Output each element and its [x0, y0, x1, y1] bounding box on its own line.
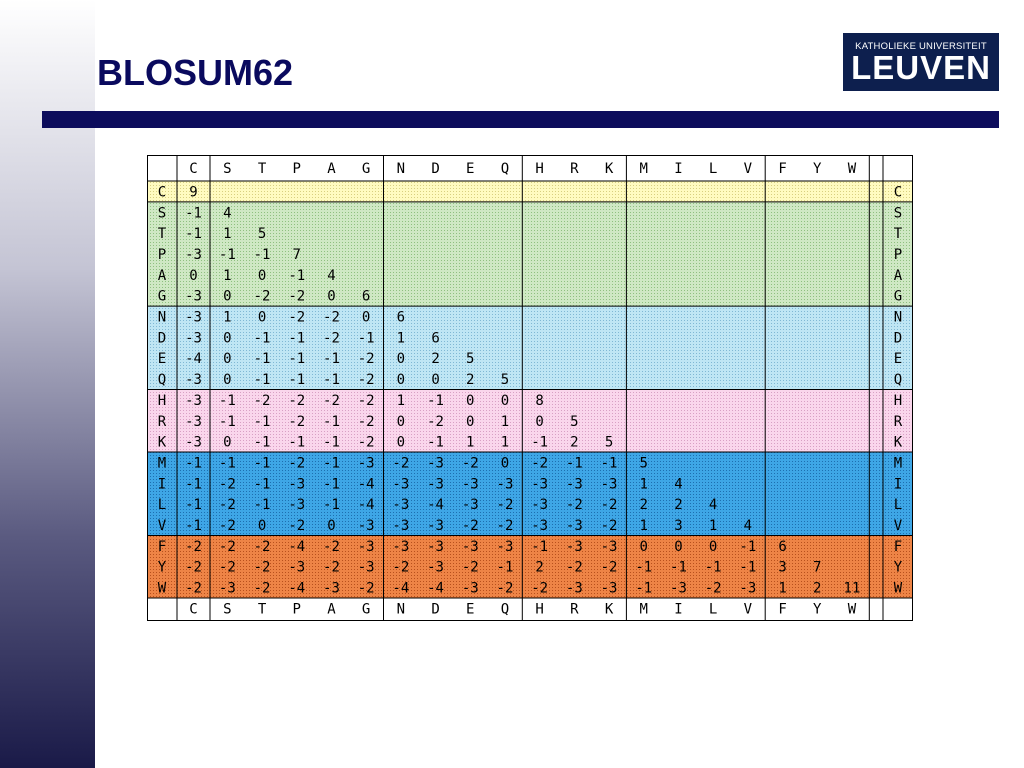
- column-header: L: [708, 161, 718, 177]
- matrix-cell: -1: [600, 455, 618, 472]
- matrix-cell: -3: [185, 288, 202, 305]
- matrix-cell: 6: [396, 309, 406, 326]
- column-header: A: [327, 161, 336, 177]
- column-footer: L: [708, 601, 718, 618]
- row-label-right: K: [893, 434, 903, 451]
- row-label-left: G: [157, 288, 167, 305]
- matrix-cell: -1: [253, 497, 271, 514]
- row-label-left: I: [157, 476, 167, 493]
- matrix-cell: 6: [361, 288, 371, 305]
- column-footer: F: [778, 601, 787, 618]
- matrix-cell: -1: [253, 330, 271, 347]
- matrix-cell: -2: [218, 559, 236, 576]
- matrix-cell: -1: [739, 538, 757, 555]
- row-label-left: E: [157, 351, 167, 368]
- matrix-cell: -3: [218, 580, 236, 597]
- column-footer: S: [223, 601, 232, 618]
- row-label-left: H: [157, 392, 167, 409]
- column-footer: W: [847, 601, 857, 618]
- row-label-left: Q: [157, 372, 167, 389]
- row-label-right: I: [893, 476, 903, 493]
- matrix-cell: -2: [218, 538, 236, 555]
- matrix-cell: 9: [189, 184, 198, 201]
- matrix-cell: 0: [257, 309, 267, 326]
- column-header: V: [743, 161, 753, 177]
- matrix-cell: 0: [500, 455, 510, 472]
- matrix-cell: 0: [396, 434, 406, 451]
- matrix-cell: -3: [323, 580, 340, 597]
- matrix-cell: 1: [223, 309, 232, 326]
- matrix-cell: -3: [288, 559, 306, 576]
- matrix-cell: 5: [466, 351, 475, 368]
- matrix-cell: 0: [500, 392, 510, 409]
- matrix-cell: -2: [218, 497, 236, 514]
- matrix-cell: 11: [843, 580, 861, 597]
- row-label-right: M: [893, 455, 903, 472]
- matrix-cell: 3: [778, 559, 787, 576]
- blosum62-matrix: [147, 155, 913, 621]
- row-label-right: E: [893, 351, 903, 368]
- matrix-cell: -3: [600, 476, 618, 493]
- column-header: K: [604, 161, 614, 177]
- matrix-cell: -4: [392, 580, 410, 597]
- column-footer: K: [604, 601, 614, 618]
- matrix-cell: 0: [674, 538, 683, 555]
- column-footer: P: [292, 601, 301, 618]
- matrix-cell: 1: [778, 580, 787, 597]
- matrix-cell: -3: [496, 476, 514, 493]
- university-logo: [843, 33, 999, 91]
- matrix-cell: -2: [531, 455, 549, 472]
- matrix-cell: 5: [500, 372, 510, 389]
- matrix-cell: 4: [327, 267, 336, 284]
- matrix-cell: -2: [185, 580, 202, 597]
- matrix-cell: -3: [427, 476, 444, 493]
- matrix-cell: 1: [223, 226, 232, 243]
- column-footer: D: [431, 601, 440, 618]
- row-label-left: F: [157, 538, 167, 555]
- column-header: H: [535, 161, 544, 177]
- matrix-cell: 5: [639, 455, 648, 472]
- matrix-cell: -2: [253, 392, 271, 409]
- title-divider-bar: [42, 111, 999, 128]
- matrix-cell: -2: [392, 559, 410, 576]
- row-label-right: S: [893, 205, 903, 222]
- matrix-cell: -2: [600, 559, 618, 576]
- row-label-left: K: [157, 434, 167, 451]
- row-label-left: W: [157, 580, 167, 597]
- row-label-right: L: [893, 497, 903, 514]
- matrix-cell: -2: [427, 413, 444, 430]
- matrix-svg: [147, 155, 913, 621]
- matrix-cell: -1: [531, 434, 549, 451]
- column-header: F: [778, 161, 787, 177]
- column-footer: N: [396, 601, 406, 618]
- column-footer: V: [743, 601, 753, 618]
- row-label-right: G: [893, 288, 903, 305]
- matrix-cell: 8: [535, 392, 544, 409]
- matrix-cell: -2: [323, 330, 340, 347]
- matrix-cell: -1: [218, 392, 236, 409]
- matrix-cell: -1: [288, 434, 306, 451]
- matrix-cell: 3: [674, 518, 683, 535]
- row-label-right: F: [893, 538, 903, 555]
- matrix-cell: -1: [323, 497, 340, 514]
- column-footer: C: [189, 601, 198, 618]
- matrix-cell: -4: [427, 497, 444, 514]
- column-header: P: [292, 161, 301, 177]
- matrix-cell: 0: [223, 330, 232, 347]
- matrix-cell: 0: [396, 351, 406, 368]
- matrix-cell: -1: [635, 559, 653, 576]
- matrix-cell: 5: [570, 413, 579, 430]
- matrix-cell: -2: [461, 518, 479, 535]
- matrix-cell: -3: [392, 538, 410, 555]
- matrix-cell: -3: [531, 518, 549, 535]
- matrix-cell: -2: [357, 372, 375, 389]
- row-label-left: V: [157, 518, 167, 535]
- matrix-cell: -1: [185, 518, 202, 535]
- row-label-right: A: [893, 267, 903, 284]
- matrix-cell: 4: [708, 497, 718, 514]
- matrix-cell: 1: [500, 434, 510, 451]
- matrix-cell: 1: [223, 267, 232, 284]
- matrix-cell: 2: [639, 497, 648, 514]
- matrix-cell: -3: [670, 580, 687, 597]
- matrix-cell: -2: [323, 392, 340, 409]
- matrix-cell: -3: [357, 518, 375, 535]
- matrix-cell: -3: [496, 538, 514, 555]
- matrix-cell: -1: [218, 246, 236, 263]
- matrix-cell: -1: [427, 434, 444, 451]
- matrix-cell: -3: [427, 559, 444, 576]
- column-header: T: [257, 161, 267, 177]
- matrix-cell: 0: [466, 392, 475, 409]
- column-footer: I: [674, 601, 683, 618]
- column-footer: M: [639, 601, 648, 618]
- matrix-cell: 1: [396, 330, 406, 347]
- matrix-cell: 2: [813, 580, 822, 597]
- matrix-cell: -4: [357, 497, 375, 514]
- row-label-right: P: [893, 246, 903, 263]
- matrix-cell: 0: [535, 413, 544, 430]
- column-header: G: [361, 161, 371, 177]
- matrix-cell: 0: [327, 518, 336, 535]
- row-label-right: V: [893, 518, 903, 535]
- row-group-band: [147, 181, 913, 202]
- logo-top-line: KATHOLIEKE UNIVERSITEIT: [855, 41, 987, 52]
- matrix-cell: -3: [185, 372, 202, 389]
- matrix-cell: -3: [531, 497, 549, 514]
- column-footer: H: [535, 601, 544, 618]
- matrix-cell: -1: [218, 413, 236, 430]
- matrix-cell: -1: [288, 267, 306, 284]
- matrix-cell: -3: [461, 538, 479, 555]
- row-label-left: D: [157, 330, 167, 347]
- matrix-cell: -3: [565, 580, 583, 597]
- matrix-cell: -2: [218, 476, 236, 493]
- matrix-cell: -3: [185, 434, 202, 451]
- matrix-cell: -1: [185, 226, 202, 243]
- column-header: D: [431, 161, 440, 177]
- matrix-cell: -1: [253, 455, 271, 472]
- matrix-cell: -3: [288, 497, 306, 514]
- matrix-cell: -1: [253, 351, 271, 368]
- matrix-cell: -2: [357, 413, 375, 430]
- matrix-cell: 4: [743, 518, 753, 535]
- matrix-cell: -3: [357, 455, 375, 472]
- matrix-cell: 1: [396, 392, 406, 409]
- matrix-cell: -1: [323, 372, 340, 389]
- matrix-cell: -2: [600, 518, 618, 535]
- matrix-cell: 6: [431, 330, 440, 347]
- matrix-cell: 2: [570, 434, 579, 451]
- matrix-cell: 1: [500, 413, 510, 430]
- matrix-cell: 4: [223, 205, 232, 222]
- matrix-cell: 2: [674, 497, 683, 514]
- matrix-cell: -2: [496, 580, 514, 597]
- matrix-cell: -2: [253, 580, 271, 597]
- row-label-right: N: [893, 309, 903, 326]
- column-header: Q: [500, 161, 510, 177]
- column-header: M: [639, 161, 648, 177]
- matrix-cell: -2: [323, 559, 340, 576]
- matrix-cell: -2: [357, 351, 375, 368]
- matrix-cell: 0: [257, 267, 267, 284]
- matrix-cell: -2: [357, 392, 375, 409]
- matrix-cell: -2: [565, 497, 583, 514]
- matrix-cell: 0: [431, 372, 440, 389]
- matrix-cell: -3: [427, 455, 444, 472]
- matrix-cell: -2: [496, 518, 514, 535]
- matrix-cell: 0: [396, 372, 406, 389]
- matrix-cell: -1: [323, 434, 340, 451]
- column-footer: Q: [500, 601, 510, 618]
- matrix-cell: -1: [357, 330, 375, 347]
- matrix-cell: 7: [813, 559, 822, 576]
- matrix-cell: 0: [223, 372, 232, 389]
- matrix-cell: -1: [253, 434, 271, 451]
- column-footer: R: [570, 601, 579, 618]
- row-label-left: L: [157, 497, 167, 514]
- matrix-cell: -1: [323, 351, 340, 368]
- matrix-cell: -2: [185, 559, 202, 576]
- matrix-cell: -1: [218, 455, 236, 472]
- matrix-cell: -2: [288, 392, 306, 409]
- row-label-left: A: [157, 267, 167, 284]
- row-label-left: T: [157, 226, 167, 243]
- matrix-cell: -2: [253, 288, 271, 305]
- matrix-cell: -1: [185, 476, 202, 493]
- matrix-cell: -2: [357, 434, 375, 451]
- matrix-cell: -1: [185, 205, 202, 222]
- matrix-cell: -1: [704, 559, 722, 576]
- matrix-cell: 0: [257, 518, 267, 535]
- matrix-cell: -3: [565, 476, 583, 493]
- matrix-cell: -3: [357, 559, 375, 576]
- matrix-cell: -2: [288, 413, 306, 430]
- matrix-cell: -1: [185, 497, 202, 514]
- matrix-cell: -3: [600, 538, 618, 555]
- matrix-cell: 5: [604, 434, 614, 451]
- row-label-right: D: [893, 330, 903, 347]
- column-footer: E: [466, 601, 475, 618]
- matrix-cell: 0: [708, 538, 718, 555]
- matrix-cell: -1: [565, 455, 583, 472]
- matrix-cell: -1: [253, 246, 271, 263]
- matrix-cell: -4: [357, 476, 375, 493]
- matrix-cell: -2: [392, 455, 410, 472]
- matrix-cell: -2: [288, 288, 306, 305]
- column-header: I: [674, 161, 683, 177]
- matrix-cell: -1: [288, 351, 306, 368]
- matrix-cell: 0: [396, 413, 406, 430]
- matrix-cell: -3: [739, 580, 757, 597]
- matrix-cell: -2: [565, 559, 583, 576]
- column-footer: T: [257, 601, 267, 618]
- matrix-cell: -3: [565, 538, 583, 555]
- matrix-cell: -1: [323, 413, 340, 430]
- row-label-left: C: [157, 184, 167, 201]
- matrix-cell: -2: [323, 309, 340, 326]
- row-label-left: R: [157, 413, 167, 430]
- matrix-cell: 0: [223, 351, 232, 368]
- matrix-cell: -1: [635, 580, 653, 597]
- row-label-right: Q: [893, 372, 903, 389]
- matrix-cell: 1: [639, 518, 648, 535]
- slide-title: BLOSUM62: [97, 52, 294, 93]
- matrix-cell: 7: [292, 246, 301, 263]
- row-label-right: T: [893, 226, 903, 243]
- matrix-cell: -1: [253, 476, 271, 493]
- matrix-cell: 1: [639, 476, 648, 493]
- matrix-cell: -2: [253, 538, 271, 555]
- row-label-right: C: [893, 184, 903, 201]
- matrix-cell: -4: [288, 538, 306, 555]
- matrix-cell: -3: [461, 497, 479, 514]
- column-header: R: [570, 161, 579, 177]
- matrix-cell: -2: [461, 455, 479, 472]
- matrix-cell: -3: [392, 497, 410, 514]
- matrix-cell: -2: [704, 580, 722, 597]
- matrix-cell: -1: [253, 372, 271, 389]
- row-label-right: R: [893, 413, 903, 430]
- matrix-cell: -1: [185, 455, 202, 472]
- column-header: S: [223, 161, 232, 177]
- matrix-cell: -3: [531, 476, 549, 493]
- matrix-cell: -2: [288, 455, 306, 472]
- matrix-cell: -3: [185, 413, 202, 430]
- matrix-cell: -2: [288, 309, 306, 326]
- row-label-left: M: [157, 455, 167, 472]
- matrix-cell: 6: [778, 538, 787, 555]
- matrix-cell: 2: [431, 351, 440, 368]
- matrix-cell: -2: [461, 559, 479, 576]
- column-header: N: [396, 161, 406, 177]
- matrix-cell: -2: [600, 497, 618, 514]
- row-label-left: N: [157, 309, 167, 326]
- matrix-cell: -2: [185, 538, 202, 555]
- row-label-right: Y: [893, 559, 903, 576]
- matrix-cell: -3: [461, 476, 479, 493]
- row-label-left: S: [157, 205, 167, 222]
- matrix-cell: -3: [392, 518, 410, 535]
- matrix-cell: -3: [600, 580, 618, 597]
- matrix-cell: -3: [288, 476, 306, 493]
- matrix-cell: -2: [218, 518, 236, 535]
- matrix-cell: -1: [288, 372, 306, 389]
- matrix-cell: 1: [466, 434, 475, 451]
- column-header: W: [847, 161, 857, 177]
- row-label-left: P: [157, 246, 167, 263]
- matrix-cell: 2: [466, 372, 475, 389]
- matrix-cell: -3: [565, 518, 583, 535]
- matrix-cell: -1: [496, 559, 514, 576]
- matrix-cell: 0: [639, 538, 648, 555]
- matrix-cell: 0: [189, 267, 198, 284]
- matrix-cell: -1: [323, 476, 340, 493]
- matrix-cell: 0: [223, 288, 232, 305]
- matrix-cell: -1: [739, 559, 757, 576]
- matrix-cell: 5: [257, 226, 267, 243]
- row-label-right: H: [893, 392, 903, 409]
- matrix-cell: -1: [288, 330, 306, 347]
- matrix-cell: -2: [323, 538, 340, 555]
- matrix-cell: -3: [392, 476, 410, 493]
- matrix-cell: -1: [323, 455, 340, 472]
- matrix-cell: -1: [253, 413, 271, 430]
- matrix-cell: 0: [327, 288, 336, 305]
- row-label-right: W: [893, 580, 903, 597]
- logo-main-text: LEUVEN: [851, 49, 991, 86]
- matrix-cell: 0: [223, 434, 232, 451]
- matrix-cell: -3: [185, 309, 202, 326]
- matrix-cell: -2: [288, 518, 306, 535]
- matrix-cell: -3: [427, 538, 444, 555]
- matrix-cell: 2: [535, 559, 544, 576]
- column-header: E: [466, 161, 475, 177]
- matrix-cell: -1: [531, 538, 549, 555]
- matrix-cell: -4: [185, 351, 202, 368]
- matrix-cell: -4: [288, 580, 306, 597]
- matrix-cell: -3: [357, 538, 375, 555]
- matrix-cell: 4: [674, 476, 683, 493]
- matrix-cell: -2: [531, 580, 549, 597]
- matrix-cell: 0: [361, 309, 371, 326]
- column-header: C: [189, 161, 198, 177]
- matrix-cell: -3: [461, 580, 479, 597]
- matrix-cell: -2: [253, 559, 271, 576]
- matrix-cell: -2: [357, 580, 375, 597]
- matrix-cell: 1: [708, 518, 718, 535]
- matrix-cell: -1: [427, 392, 444, 409]
- matrix-cell: 0: [466, 413, 475, 430]
- column-footer: Y: [813, 601, 822, 618]
- column-header: Y: [813, 161, 822, 177]
- row-label-left: Y: [157, 559, 167, 576]
- column-footer: A: [327, 601, 336, 618]
- column-footer: G: [361, 601, 371, 618]
- matrix-cell: -3: [185, 330, 202, 347]
- matrix-cell: -3: [427, 518, 444, 535]
- matrix-cell: -2: [496, 497, 514, 514]
- matrix-cell: -1: [670, 559, 687, 576]
- matrix-cell: -4: [427, 580, 444, 597]
- matrix-cell: -3: [185, 246, 202, 263]
- matrix-cell: -3: [185, 392, 202, 409]
